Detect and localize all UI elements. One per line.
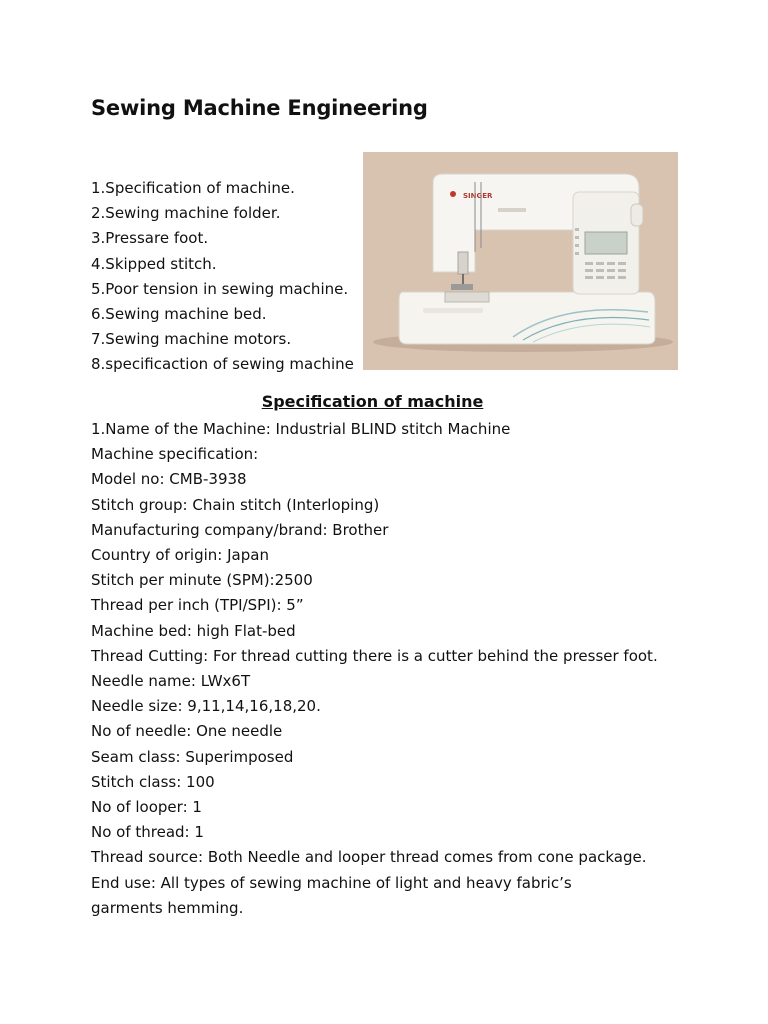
spec-line: No of thread: 1 [91, 823, 204, 842]
contents-item: 7.Sewing machine motors. [91, 330, 292, 349]
spec-line: Thread Cutting: For thread cutting there is a cutter behind the presser foot. [91, 646, 658, 665]
contents-item: 2.Sewing machine folder. [91, 204, 281, 223]
contents-item: 4.Skipped stitch. [91, 254, 217, 273]
spec-line: Model no: CMB-3938 [91, 470, 247, 489]
spec-line: 1.Name of the Machine: Industrial BLIND stitch Machine [91, 420, 511, 438]
contents-item: 5.Poor tension in sewing machine. [91, 279, 349, 298]
page-title: Sewing Machine Engineering [91, 96, 428, 120]
spec-line: Needle name: LWx6T [91, 672, 251, 691]
section-heading: Specification of machine [261, 392, 484, 411]
sewing-machine-photo [363, 152, 678, 370]
specification-list [91, 417, 691, 921]
contents-item: 8.specificaction of sewing machine [91, 355, 354, 374]
contents-list [91, 176, 354, 378]
spec-line: End use: All types of sewing machine of light and heavy fabric’s garments hemming. [91, 873, 572, 917]
spec-line: No of looper: 1 [91, 798, 202, 817]
spec-line: Needle size: 9,11,14,16,18,20. [91, 697, 321, 716]
spec-line: Seam class: Superimposed [91, 747, 294, 766]
spec-line: Thread per inch (TPI/SPI): 5” [91, 596, 304, 615]
spec-line: Machine bed: high Flat-bed [91, 621, 296, 640]
contents-item: 1.Specification of machine. [91, 179, 295, 197]
spec-line: Manufacturing company/brand: Brother [91, 520, 389, 539]
spec-line: Thread source: Both Needle and looper thread comes from cone package. [91, 848, 647, 867]
contents-item: 6.Sewing machine bed. [91, 305, 267, 324]
spec-line: Stitch per minute (SPM):2500 [91, 571, 313, 590]
spec-line: Machine specification: [91, 445, 259, 464]
svg-text:SINGER: SINGER [463, 192, 493, 200]
spec-line: Stitch group: Chain stitch (Interloping) [91, 495, 380, 514]
spec-line: Stitch class: 100 [91, 772, 215, 791]
contents-item: 3.Pressare foot. [91, 229, 209, 248]
sewing-machine-illustration [363, 152, 678, 370]
spec-line: Country of origin: Japan [91, 546, 269, 565]
spec-line: No of needle: One needle [91, 722, 283, 741]
